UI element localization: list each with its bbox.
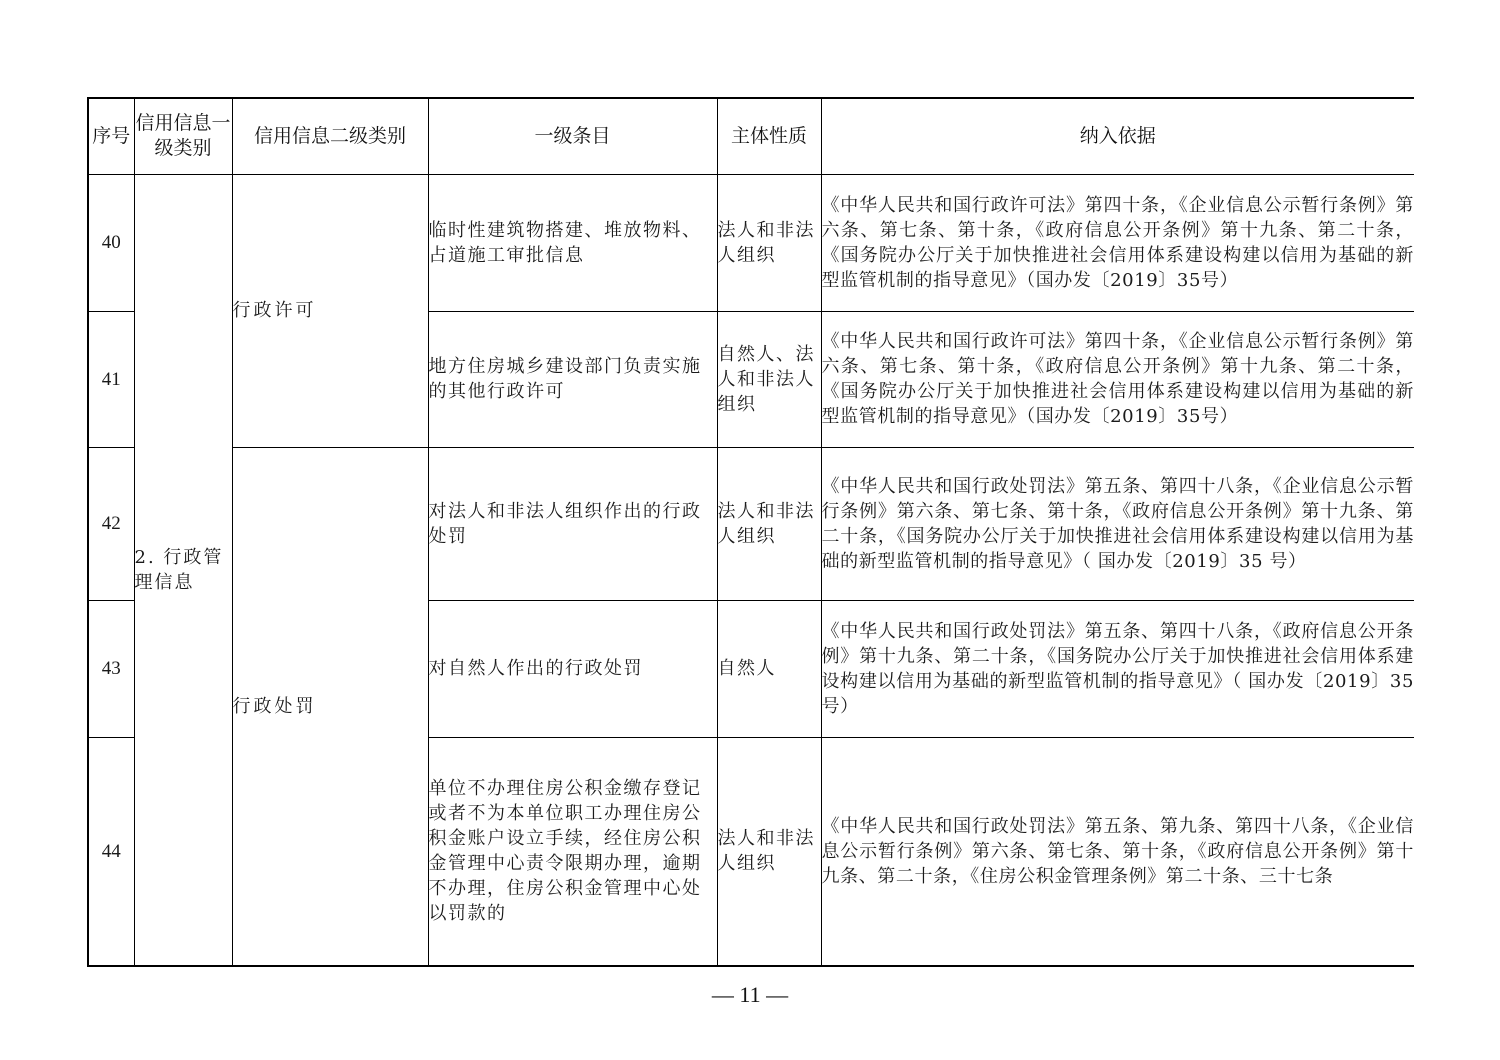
table-row — [88, 447, 1414, 600]
level2-category-cell: 行政许可 — [232, 174, 428, 447]
row-seq: 41 — [88, 311, 134, 447]
header-subject-type: 主体性质 — [717, 98, 821, 174]
header-level1-category: 信用信息一级类别 — [134, 98, 232, 174]
table-row — [88, 174, 1414, 311]
credit-info-table — [87, 97, 1414, 967]
row-subject-type: 自然人、法人和非法人组织 — [717, 311, 821, 447]
level2-category-cell: 行政处罚 — [232, 447, 428, 966]
row-basis: 《中华人民共和国行政许可法》第四十条，《企业信息公示暂行条例》第六条、第七条、第十条，《政府信息公开条例》第十九条、第二十条，《国务院办公厅关于加快推进社会信用体系建设构建以信用为基础的新型监管机制的指导意见》（国办发〔2019〕35号） — [821, 311, 1414, 447]
row-basis: 《中华人民共和国行政处罚法》第五条、第九条、第四十八条，《企业信息公示暂行条例》第六条、第七条、第十条，《政府信息公开条例》第十九条、第二十条，《住房公积金管理条例》第二十条、三十七条 — [821, 737, 1414, 966]
row-item: 单位不办理住房公积金缴存登记或者不为本单位职工办理住房公积金账户设立手续，经住房公积金管理中心责令限期办理，逾期不办理，住房公积金管理中心处以罚款的 — [428, 737, 717, 966]
page-number: — 11 — — [711, 982, 789, 1007]
row-seq: 44 — [88, 737, 134, 966]
row-subject-type: 法人和非法人组织 — [717, 447, 821, 600]
row-item: 临时性建筑物搭建、堆放物料、占道施工审批信息 — [428, 174, 717, 311]
row-seq: 40 — [88, 174, 134, 311]
header-basis: 纳入依据 — [821, 98, 1414, 174]
row-item: 对法人和非法人组织作出的行政处罚 — [428, 447, 717, 600]
row-basis: 《中华人民共和国行政处罚法》第五条、第四十八条，《企业信息公示暂行条例》第六条、第七条、第十条，《政府信息公开条例》第十九条、第二十条，《国务院办公厅关于加快推进社会信用体系建设构建以信用为基础的新型监管机制的指导意见》（ 国办发〔2019〕35 号） — [821, 447, 1414, 600]
row-basis: 《中华人民共和国行政许可法》第四十条，《企业信息公示暂行条例》第六条、第七条、第十条，《政府信息公开条例》第十九条、第二十条，《国务院办公厅关于加快推进社会信用体系建设构建以信用为基础的新型监管机制的指导意见》（国办发〔2019〕35号） — [821, 174, 1414, 311]
header-level2-category: 信用信息二级类别 — [232, 98, 428, 174]
row-subject-type: 法人和非法人组织 — [717, 737, 821, 966]
row-item: 地方住房城乡建设部门负责实施的其他行政许可 — [428, 311, 717, 447]
row-seq: 42 — [88, 447, 134, 600]
header-item: 一级条目 — [428, 98, 717, 174]
header-seq: 序号 — [88, 98, 134, 174]
table-header-row — [88, 98, 1414, 174]
row-subject-type: 自然人 — [717, 600, 821, 737]
row-subject-type: 法人和非法人组织 — [717, 174, 821, 311]
row-seq: 43 — [88, 600, 134, 737]
row-item: 对自然人作出的行政处罚 — [428, 600, 717, 737]
row-basis: 《中华人民共和国行政处罚法》第五条、第四十八条，《政府信息公开条例》第十九条、第二十条，《国务院办公厅关于加快推进社会信用体系建设构建以信用为基础的新型监管机制的指导意见》（ 国办发〔2019〕35 号） — [821, 600, 1414, 737]
level1-category-cell: 2. 行政管理信息 — [134, 174, 232, 966]
